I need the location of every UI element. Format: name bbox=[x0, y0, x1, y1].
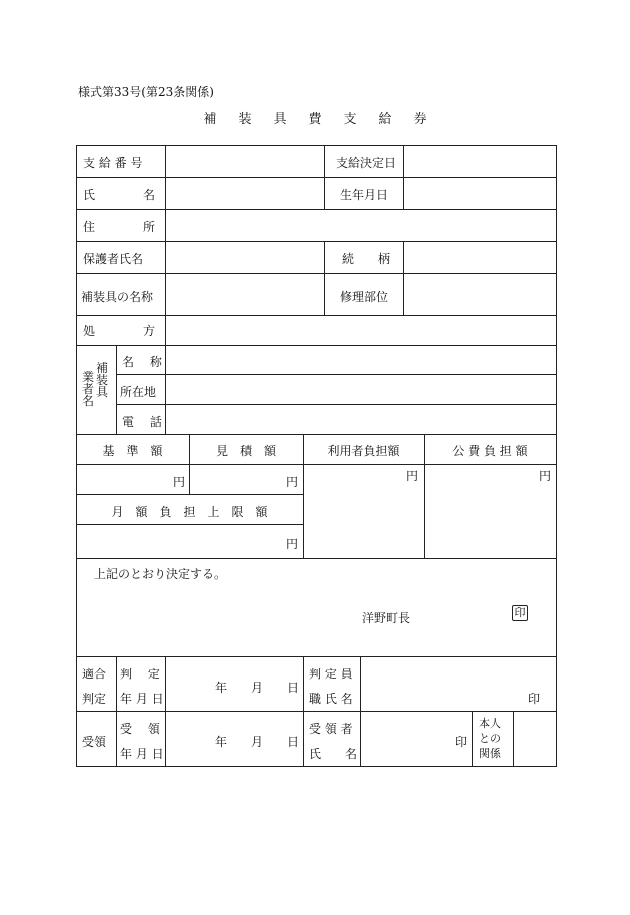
label-kohi-futan: 公 費 負 担 額 bbox=[452, 444, 528, 458]
label-honnin: 本人 bbox=[479, 717, 501, 730]
label-shuri-bui: 修理部位 bbox=[340, 290, 389, 304]
label-getsugaku: 月 額 負 担 上 限 額 bbox=[111, 505, 268, 519]
label-shimei: 氏 名 bbox=[83, 188, 156, 202]
label-seinengappi: 生年月日 bbox=[340, 188, 389, 202]
yen-kijun: 円 bbox=[173, 475, 186, 489]
hantei-date-field: 年 月 日 bbox=[215, 681, 300, 695]
label-shikyu-bango: 支 給 番 号 bbox=[83, 156, 143, 170]
label-denwa: 電 話 bbox=[122, 415, 162, 429]
label-zokugara: 続 柄 bbox=[342, 252, 391, 266]
seal-hanteiin: 印 bbox=[528, 692, 541, 706]
label-hosougu-col bbox=[96, 362, 110, 398]
label-hantei-date-1: 判 定 bbox=[120, 667, 160, 681]
label-hanteiin: 判 定 員 bbox=[309, 667, 353, 681]
form-number: 様式第33号(第23条関係) bbox=[78, 85, 214, 99]
label-hantei: 判定 bbox=[82, 692, 107, 706]
page-title: 補装具費支給券 bbox=[203, 112, 449, 127]
label-juryo-date-1: 受 領 bbox=[120, 722, 160, 736]
label-riyosha-futan: 利用者負担額 bbox=[327, 444, 400, 458]
label-hosougu-vertical: 補装具 bbox=[96, 361, 109, 399]
label-juryosha: 受 領 者 bbox=[309, 722, 353, 736]
yen-getsugaku: 円 bbox=[286, 537, 299, 551]
seal-juryosha: 印 bbox=[455, 735, 468, 749]
label-tono: との bbox=[479, 732, 501, 745]
label-gyosha-col bbox=[82, 371, 96, 407]
label-jusho: 住 所 bbox=[83, 220, 156, 234]
label-kijun-gaku: 基 準 額 bbox=[102, 444, 163, 458]
label-hantei-date-2: 年 月 日 bbox=[120, 692, 164, 706]
label-juryo-date-2: 年 月 日 bbox=[120, 747, 164, 761]
label-hosougu-meisho: 補装具の名称 bbox=[81, 290, 154, 304]
label-gyosha-name-vertical: 業者名 bbox=[82, 370, 95, 408]
yen-riyosha: 円 bbox=[406, 469, 419, 483]
decision-text: 上記のとおり決定する。 bbox=[94, 567, 227, 581]
label-shikyu-kettei-bi: 支給決定日 bbox=[336, 156, 397, 170]
label-meisho: 名 称 bbox=[122, 355, 162, 369]
label-tekigo: 適合 bbox=[82, 667, 107, 681]
label-shimei2: 氏 名 bbox=[309, 747, 358, 761]
label-shoho: 処 方 bbox=[83, 324, 156, 338]
mayor-title: 洋野町長 bbox=[362, 611, 411, 625]
seal-stamp: 印 bbox=[512, 605, 528, 621]
label-shozaichi: 所在地 bbox=[120, 385, 157, 399]
label-kankei: 関係 bbox=[479, 747, 501, 760]
label-juryo: 受領 bbox=[82, 735, 107, 749]
label-mitsumori-gaku: 見 積 額 bbox=[215, 444, 276, 458]
label-hogosha: 保護者氏名 bbox=[83, 252, 144, 266]
juryo-date-field: 年 月 日 bbox=[215, 735, 300, 749]
label-shokushimei: 職 氏 名 bbox=[309, 692, 353, 706]
yen-kohi: 円 bbox=[539, 469, 552, 483]
yen-mitsumori: 円 bbox=[286, 475, 299, 489]
